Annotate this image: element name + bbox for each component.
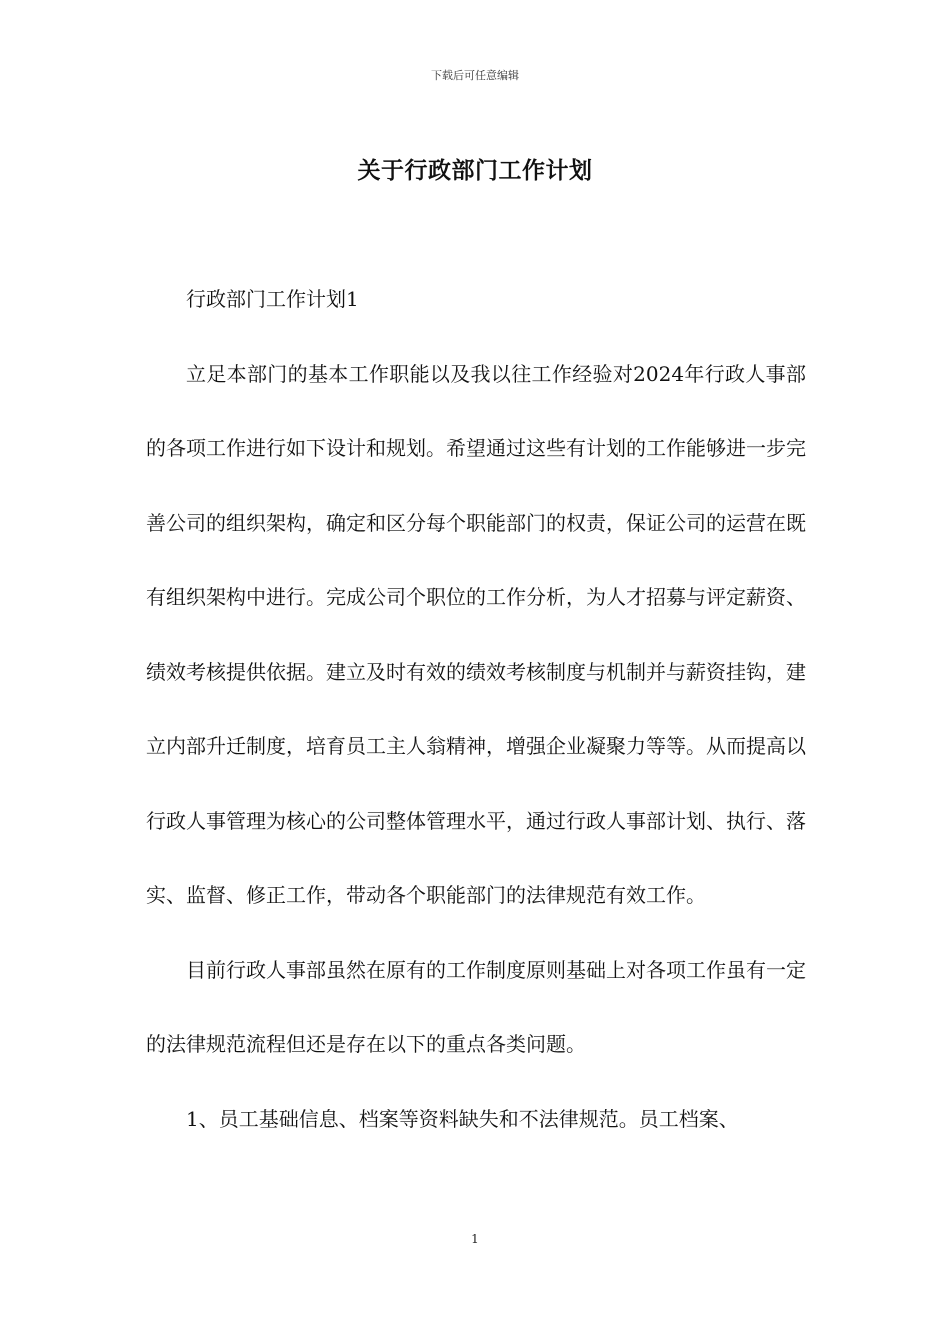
page-number: 1 <box>471 1232 479 1246</box>
page-header-note: 下载后可任意编辑 <box>431 69 519 82</box>
body-paragraph: 立足本部门的基本工作职能以及我以往工作经验对2024年行政人事部的各项工作进行如下设计和规划。希望通过这些有计划的工作能够进一步完善公司的组织架构，确定和区分每个职能部门的权责，保证公司的运营在既有组织架构中进行。完成公司个职位的工作分析，为人才招募与评定薪资、绩效考核提供依据。建立及时有效的绩效考核制度与机制并与薪资挂钩，建立内部升迁制度，培育员工主人翁精神，增强企业凝聚力等等。从而提高以行政人事管理为核心的公司整体管理水平，通过行政人事部计划、执行、落实、监督、修正工作，带动各个职能部门的法律规范有效工作。 <box>146 361 806 907</box>
body-paragraph: 1、员工基础信息、档案等资料缺失和不法律规范。员工档案、 <box>186 1106 739 1131</box>
body-paragraph: 目前行政人事部虽然在原有的工作制度原则基础上对各项工作虽有一定的法律规范流程但还是存在以下的重点各类问题。 <box>146 957 806 1056</box>
section-heading: 行政部门工作计划1 <box>186 287 359 311</box>
document-title: 关于行政部门工作计划 <box>357 157 593 184</box>
document-body <box>146 262 806 1156</box>
